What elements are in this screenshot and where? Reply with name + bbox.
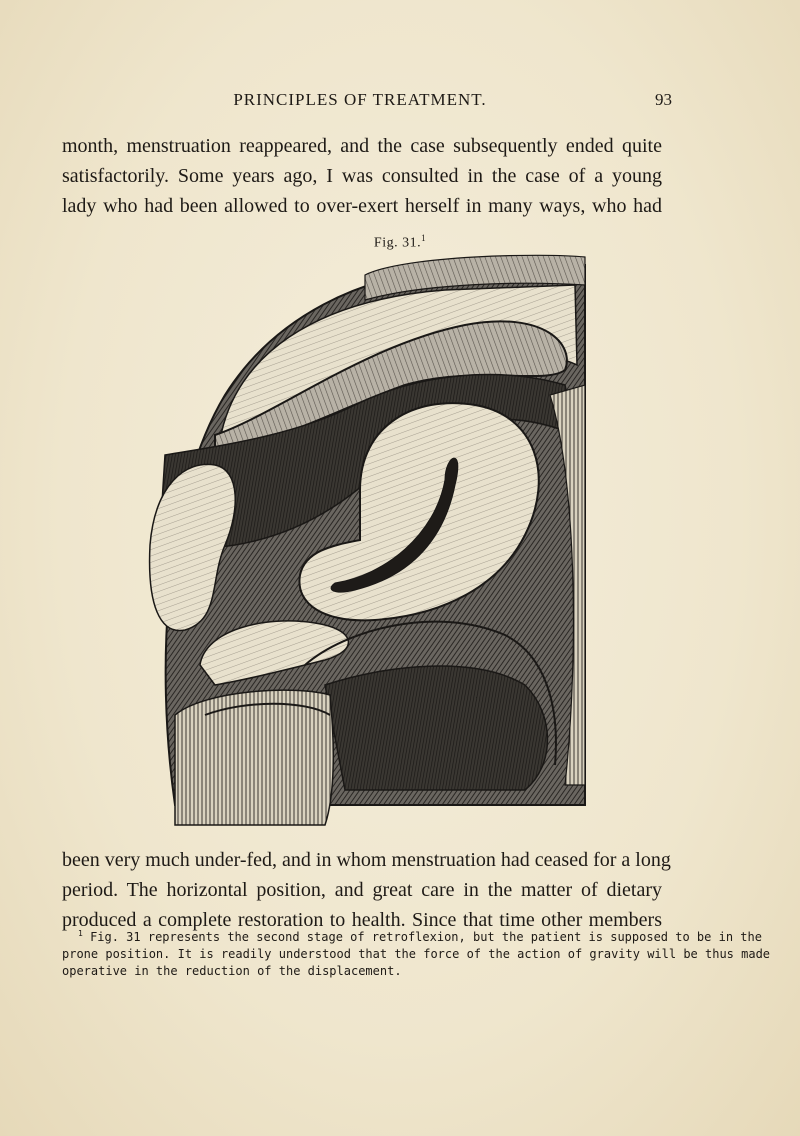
running-head (0, 90, 800, 114)
text-line: month, menstruation reappeared, and the case subsequently ended quite (62, 135, 662, 157)
lower-pouch (325, 666, 548, 790)
anatomical-engraving (145, 245, 590, 840)
figure-label-text: Fig. 31. (373, 235, 422, 251)
text-line: been very much under-fed, and in whom menstruation had ceased for a long (62, 849, 671, 871)
figure-footnote-mark: 1 (421, 233, 427, 243)
text-line: produced a complete restoration to health. Since that time other members (62, 909, 662, 931)
lower-striations (175, 690, 333, 825)
text-line: lady who had been allowed to over-exert herself in many ways, who had (62, 195, 662, 217)
footnote-line-text: Fig. 31 represents the second stage of retroflexion, but the patient is supposed to be in the (90, 930, 762, 944)
footnote-line: operative in the reduction of the displacement. (62, 964, 402, 978)
running-title: PRINCIPLES OF TREATMENT. (233, 90, 487, 109)
paragraph-bottom (62, 845, 671, 935)
footnote-line (62, 925, 762, 946)
footnote-line: prone position. It is readily understood that the force of the action of gravity will be thus made (62, 947, 771, 961)
footnote (62, 925, 771, 980)
page-number: 93 (655, 90, 672, 109)
footnote-mark: 1 (78, 929, 83, 938)
text-line: period. The horizontal position, and great care in the matter of dietary (62, 879, 662, 901)
text-line: satisfactorily. Some years ago, I was consulted in the case of a young (62, 165, 662, 187)
paragraph-top (62, 131, 662, 221)
